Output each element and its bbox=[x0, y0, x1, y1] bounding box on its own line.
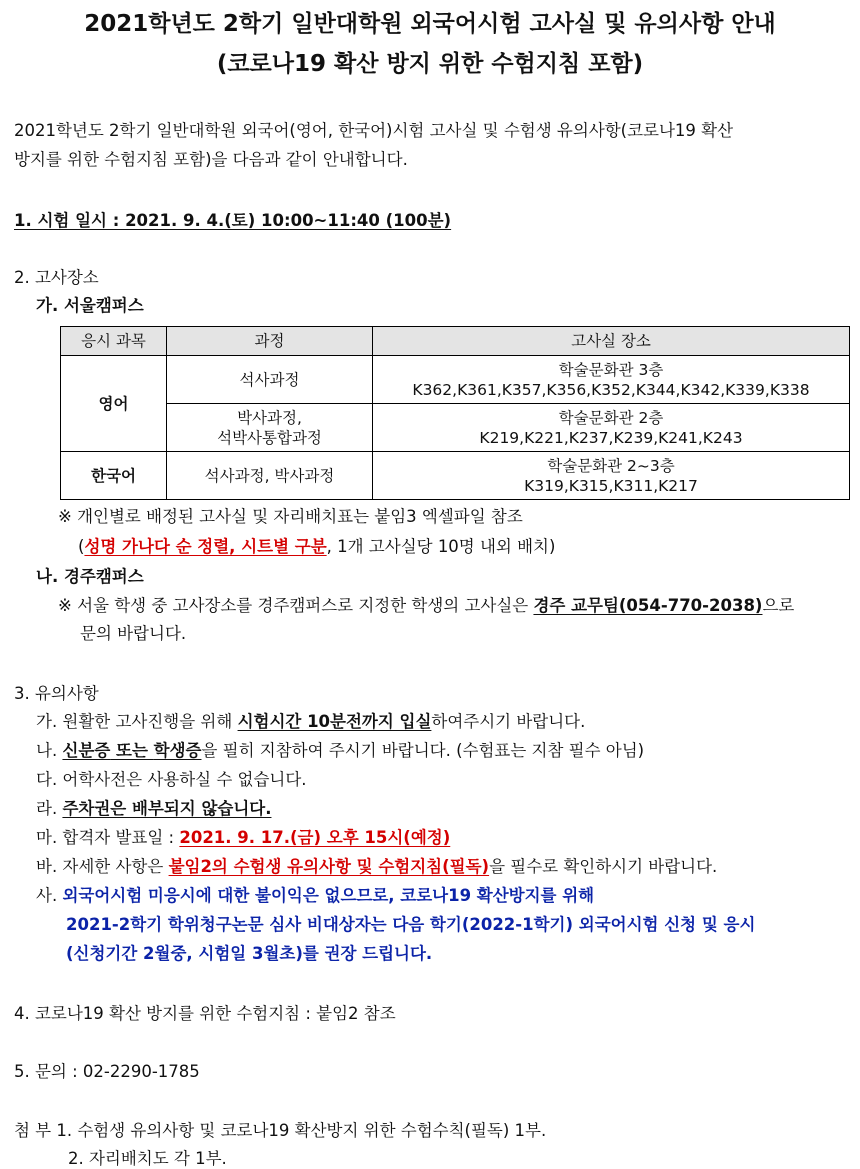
document-title: 2021학년도 2학기 일반대학원 외국어시험 고사실 및 유의사항 안내 bbox=[84, 11, 776, 37]
gyeongju-note-text: ※ 서울 학생 중 고사장소를 경주캠퍼스로 지정한 학생의 고사실은 bbox=[58, 596, 534, 615]
room-numbers: K219,K221,K237,K239,K241,K243 bbox=[479, 428, 743, 447]
note-text: 을 필수로 확인하시기 바랍니다. bbox=[489, 857, 718, 876]
parking-highlight: 주차권은 배부되지 않습니다. bbox=[62, 799, 272, 818]
seating-note: ※ 개인별로 배정된 고사실 및 자리배치표는 붙임3 엑셀파일 참조 bbox=[58, 507, 523, 526]
room-cell bbox=[373, 404, 850, 452]
note-text: 을 필히 지참하여 주시기 바랍니다. (수험표는 지참 필수 아님) bbox=[201, 741, 645, 760]
section-venue-heading: 2. 고사장소 bbox=[14, 268, 99, 287]
room-building: 학술문화관 2~3층 bbox=[547, 456, 675, 475]
course-cell bbox=[167, 404, 373, 452]
course-cell: 석사과정, 박사과정 bbox=[167, 452, 373, 500]
section-contact: 5. 문의 : 02-2290-1785 bbox=[14, 1062, 200, 1081]
note-rest: , 1개 고사실당 10명 내외 배치) bbox=[326, 537, 556, 556]
note-text: 가. 원활한 고사진행을 위해 bbox=[36, 712, 238, 731]
table-header: 응시 과목 bbox=[61, 327, 167, 356]
exam-datetime: 1. 시험 일시 : 2021. 9. 4.(토) 10:00~11:40 (100분) bbox=[14, 211, 452, 230]
room-cell bbox=[373, 356, 850, 404]
note-item-b bbox=[36, 737, 644, 761]
subject-cell: 한국어 bbox=[61, 452, 167, 500]
note-item-e bbox=[36, 824, 450, 848]
attachment-highlight: 붙임2의 수험생 유의사항 및 수험지침(필독) bbox=[168, 857, 490, 876]
note-item-c: 다. 어학사전은 사용하실 수 없습니다. bbox=[36, 770, 307, 789]
note-text: 나. bbox=[36, 741, 63, 760]
subject-cell: 영어 bbox=[61, 356, 167, 452]
course-line: 석박사통합과정 bbox=[217, 428, 322, 447]
id-card-highlight: 신분증 bbox=[62, 741, 111, 760]
seoul-campus-heading: 가. 서울캠퍼스 bbox=[36, 296, 144, 315]
section-covid-guideline: 4. 코로나19 확산 방지를 위한 수험지침 : 붙임2 참조 bbox=[14, 1004, 396, 1023]
student-card-highlight: 학생증 bbox=[153, 741, 202, 760]
gyeongju-campus-heading: 나. 경주캠퍼스 bbox=[36, 567, 144, 586]
note-text: 마. 합격자 발표일 : bbox=[36, 828, 180, 847]
note-text: 하여주시기 바랍니다. bbox=[431, 712, 586, 731]
table-header: 고사실 장소 bbox=[373, 327, 850, 356]
document-subtitle: (코로나19 확산 방지 위한 수험지침 포함) bbox=[216, 51, 644, 77]
gyeongju-note-end: 으로 bbox=[762, 596, 795, 615]
table-row bbox=[61, 452, 850, 500]
room-building: 학술문화관 2층 bbox=[558, 408, 664, 427]
course-line: 박사과정, bbox=[237, 408, 302, 427]
note-item-a bbox=[36, 708, 585, 732]
recommendation-line-1: 외국어시험 미응시에 대한 불이익은 없으므로, 코로나19 확산방지를 위해 bbox=[62, 886, 595, 905]
gyeongju-note-line-2: 문의 바랍니다. bbox=[80, 624, 187, 643]
recommendation-line-3: (신청기간 2월중, 시험일 3월초)를 권장 드립니다. bbox=[66, 944, 433, 963]
note-text: 사. bbox=[36, 886, 63, 905]
table-row bbox=[61, 356, 850, 404]
intro-line-2: 방지를 위한 수험지침 포함)을 다음과 같이 안내합니다. bbox=[14, 150, 408, 169]
table-row bbox=[61, 404, 850, 452]
gyeongju-contact: 경주 교무팀(054-770-2038) bbox=[533, 596, 763, 615]
attachment-line-2: 2. 자리배치도 각 1부. bbox=[68, 1149, 227, 1168]
arrival-time-highlight: 시험시간 10분전까지 입실 bbox=[237, 712, 432, 731]
note-item-d bbox=[36, 795, 271, 819]
exam-room-table bbox=[60, 326, 850, 500]
result-date-highlight: 2021. 9. 17.(금) 오후 15시(예정) bbox=[179, 828, 451, 847]
gyeongju-note bbox=[58, 592, 794, 616]
note-text: 또는 bbox=[110, 741, 154, 760]
note-text: 라. bbox=[36, 799, 63, 818]
note-item-f bbox=[36, 853, 717, 877]
attachment-line-1: 첨 부 1. 수험생 유의사항 및 코로나19 확산방지 위한 수험수칙(필독) 1부. bbox=[14, 1121, 547, 1140]
course-cell: 석사과정 bbox=[167, 356, 373, 404]
seating-note-detail bbox=[78, 533, 555, 557]
room-building: 학술문화관 3층 bbox=[558, 360, 664, 379]
table-header-row bbox=[61, 327, 850, 356]
note-paren: ( bbox=[78, 537, 85, 556]
note-text: 바. 자세한 사항은 bbox=[36, 857, 169, 876]
section-notes-heading: 3. 유의사항 bbox=[14, 684, 99, 703]
intro-line-1: 2021학년도 2학기 일반대학원 외국어(영어, 한국어)시험 고사실 및 수험생 유의사항(코로나19 확산 bbox=[14, 121, 734, 140]
room-cell bbox=[373, 452, 850, 500]
note-item-g bbox=[36, 882, 594, 906]
recommendation-line-2: 2021-2학기 학위청구논문 심사 비대상자는 다음 학기(2022-1학기) 외국어시험 신청 및 응시 bbox=[66, 915, 756, 934]
room-numbers: K319,K315,K311,K217 bbox=[524, 476, 698, 495]
room-numbers: K362,K361,K357,K356,K352,K344,K342,K339,K338 bbox=[412, 380, 810, 399]
table-header: 과정 bbox=[167, 327, 373, 356]
sort-order-highlight: 성명 가나다 순 정렬, 시트별 구분 bbox=[84, 537, 327, 556]
